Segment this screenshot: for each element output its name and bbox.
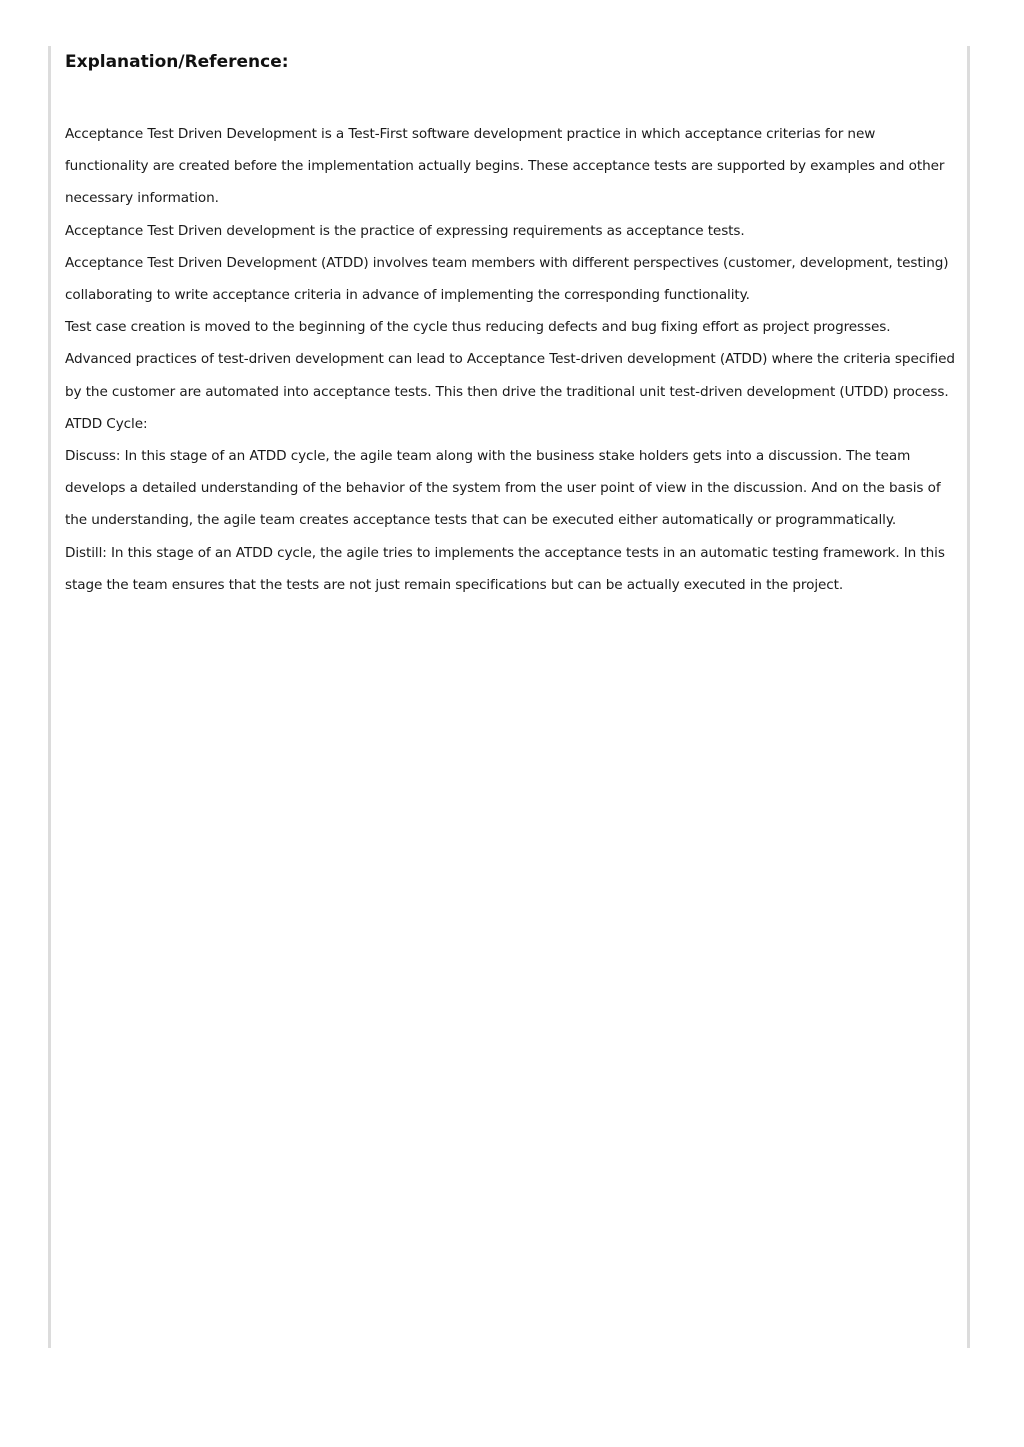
paragraph-team-members: Acceptance Test Driven Development (ATDD) involves team members with different perspectives (customer, development, testing) collaborating to write acceptance criteria in advance of implementing the corresponding functionality. xyxy=(65,254,949,304)
document-content xyxy=(65,50,957,601)
paragraph-atdd-cycle-label: ATDD Cycle: xyxy=(65,415,148,432)
paragraph-advanced-practices: Advanced practices of test-driven development can lead to Acceptance Test-driven development (ATDD) where the criteria specified by the customer are automated into acceptance tests. This then drive the traditional unit test-driven development (UTDD) process. xyxy=(65,351,955,400)
paragraph-intro: Acceptance Test Driven Development is a Test-First software development practice in which acceptance criterias for new functionality are created before the implementation actually begins. These acceptance tests are supported by examples and other necessary information. xyxy=(65,126,945,207)
paragraph-test-case-creation: Test case creation is moved to the beginning of the cycle thus reducing defects and bug fixing effort as project progresses. xyxy=(65,319,891,336)
paragraph-distill-stage: Distill: In this stage of an ATDD cycle, the agile tries to implements the acceptance tests in an automatic testing framework. In this stage the team ensures that the tests are not just remain specifications but can be actually executed in the project. xyxy=(65,544,945,593)
section-heading: Explanation/Reference: xyxy=(65,52,289,72)
paragraph-definition: Acceptance Test Driven development is the practice of expressing requirements as acceptance tests. xyxy=(65,222,745,239)
paragraph-discuss-stage: Discuss: In this stage of an ATDD cycle, the agile team along with the business stake holders gets into a discussion. The team develops a detailed understanding of the behavior of the system from the user point of view in the discussion. And on the basis of the understanding, the agile team creates acceptance tests that can be executed either automatically or programmatically. xyxy=(65,448,941,529)
explanation-body xyxy=(65,118,957,601)
